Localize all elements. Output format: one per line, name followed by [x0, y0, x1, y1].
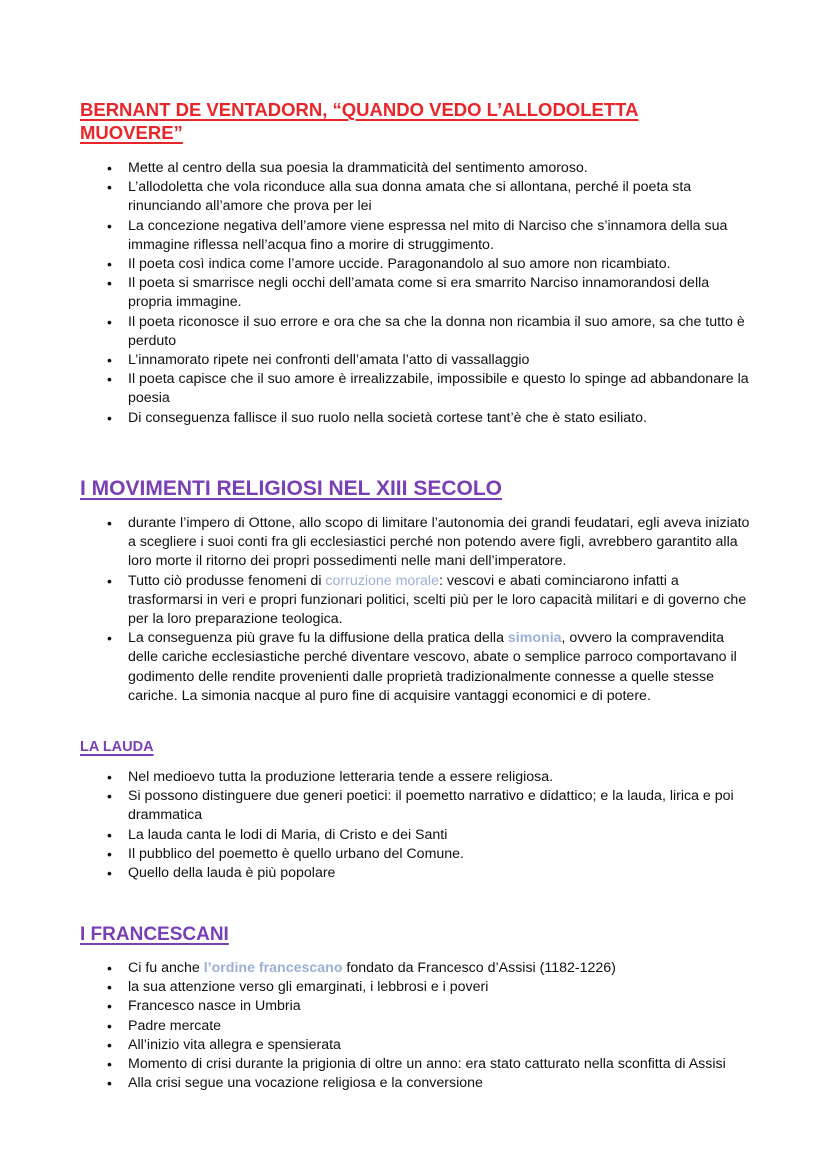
list-item: • Padre mercate — [128, 1017, 753, 1036]
list-item: • Mette al centro della sua poesia la drammaticità del sentimento amoroso. — [128, 159, 753, 178]
list-item: • Quello della lauda è più popolare — [128, 864, 753, 883]
section-title-lauda: LA LAUDA — [80, 739, 154, 755]
highlight-corruzione: corruzione morale — [325, 572, 439, 589]
text: fondato da Francesco d’Assisi (1182-1226) — [342, 960, 616, 976]
list-item: • Il poeta capisce che il suo amore è irrealizzabile, impossibile e questo lo spinge ad abbandonare la poesia — [128, 370, 753, 408]
section-title-movimenti: I MOVIMENTI RELIGIOSI NEL XIII SECOLO — [80, 477, 502, 500]
list-item: • La concezione negativa dell’amore viene espressa nel mito di Narciso che s’innamora della sua immagine riflessa nell’acqua fino a morire di struggimento. — [128, 217, 753, 255]
text: La conseguenza più grave fu la diffusione della pratica della — [128, 630, 508, 647]
text: Ci fu anche — [128, 960, 204, 976]
ventadorn-list — [128, 159, 753, 428]
list-item: • Alla crisi segue una vocazione religiosa e la conversione — [128, 1074, 753, 1093]
list-item: • La lauda canta le lodi di Maria, di Cristo e dei Santi — [128, 826, 753, 845]
francescani-list — [128, 959, 753, 1093]
text: , ovvero la compravendita delle cariche ecclesiastiche perché diventare vescovo, abate o semplice parroco comportavano il godimento delle rendite provenienti dalle proprietà tradizionalmente connesse a quelle stesse cariche. La simonia nacque al puro fine di acquisire vantaggi economici e di potere. — [128, 630, 737, 704]
list-item: • All’inizio vita allegra e spensierata — [128, 1036, 753, 1055]
text: Tutto ciò produsse fenomeni di — [128, 572, 326, 589]
list-item — [128, 629, 753, 706]
movimenti-list — [128, 514, 753, 706]
list-item: • durante l’impero di Ottone, allo scopo di limitare l’autonomia dei grandi feudatari, egli aveva iniziato a scegliere i suoi conti fra gli ecclesiastici perché non potendo avere figli, avrebbero garantito alla loro morte il ritorno dei propri possedimenti nelle mani dell’imperatore. — [128, 514, 753, 572]
list-item — [128, 572, 753, 630]
section-title-ventadorn: BERNANT DE VENTADORN, “QUANDO VEDO L’ALLODOLETTA MUOVERE” — [80, 99, 639, 143]
list-item: • L’allodoletta che vola riconduce alla sua donna amata che si allontana, perché il poeta sta rinunciando all’amore che prova per lei — [128, 178, 753, 216]
text: : vescovi e abati cominciarono infatti a trasformarsi in veri e propri funzionari politici, scelti più per le loro capacità militari e di governo che per la loro preparazione teologica. — [128, 572, 747, 628]
list-item: • Nel medioevo tutta la produzione letteraria tende a essere religiosa. — [128, 768, 753, 787]
list-item: • la sua attenzione verso gli emarginati, i lebbrosi e i poveri — [128, 978, 753, 997]
list-item: • L’innamorato ripete nei confronti dell’amata l’atto di vassallaggio — [128, 351, 753, 370]
list-item: • Il poeta così indica come l’amore uccide. Paragonandolo al suo amore non ricambiato. — [128, 255, 753, 274]
list-item — [128, 959, 753, 978]
list-item: • Il pubblico del poemetto è quello urbano del Comune. — [128, 845, 753, 864]
section-title-francescani: I FRANCESCANI — [80, 924, 229, 945]
list-item: • Di conseguenza fallisce il suo ruolo nella società cortese tant’è che è stato esiliato. — [128, 409, 753, 428]
list-item: • Il poeta si smarrisce negli occhi dell’amata come si era smarrito Narciso innamorandosi della propria immagine. — [128, 274, 753, 312]
list-item: • Momento di crisi durante la prigionia di oltre un anno: era stato catturato nella sconfitta di Assisi — [128, 1055, 753, 1074]
list-item: • Il poeta riconosce il suo errore e ora che sa che la donna non ricambia il suo amore, sa che tutto è perduto — [128, 313, 753, 351]
highlight-simonia: simonia — [507, 630, 562, 647]
list-item: • Francesco nasce in Umbria — [128, 997, 753, 1016]
list-item: • Si possono distinguere due generi poetici: il poemetto narrativo e didattico; e la lauda, lirica e poi drammatica — [128, 787, 753, 825]
highlight-ordine: l’ordine francescano — [203, 960, 343, 976]
lauda-list — [128, 768, 753, 883]
